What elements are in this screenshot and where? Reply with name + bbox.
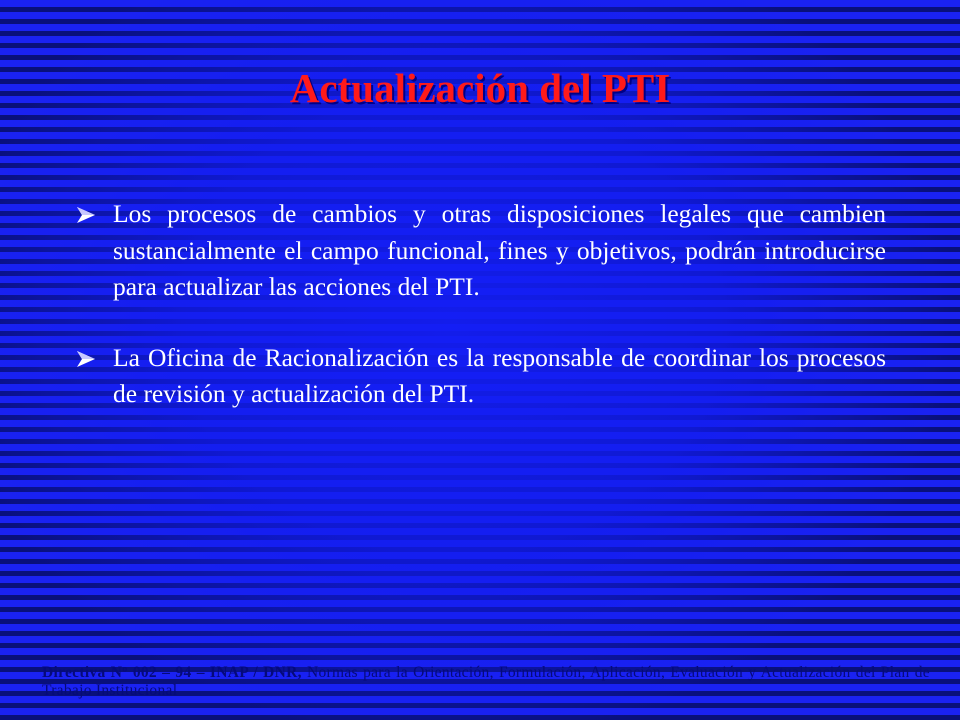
bullet-text: La Oficina de Racionalización es la responsable de coordinar los procesos de revisión y actualización del PTI. — [113, 342, 886, 408]
footer-note — [42, 664, 930, 700]
bullet-list — [76, 196, 886, 447]
slide-title: Actualización del PTI — [289, 65, 671, 111]
arrowhead-bullet-icon — [76, 206, 96, 224]
footer-reference: Directiva Nº 002 – 94 – INAP / DNR, — [42, 664, 302, 681]
bullet-item — [76, 340, 886, 413]
bullet-item — [76, 196, 886, 306]
arrowhead-bullet-icon — [76, 350, 96, 368]
footer-description: Normas para la Orientación, Formulación, Aplicación, Evaluación y Actualización del Plan de Trabajo Institucional — [42, 664, 930, 699]
bullet-text: Los procesos de cambios y otras disposiciones legales que cambien sustancialmente el campo funcional, fines y objetivos, podrán introducirse para actualizar las acciones del PTI. — [113, 199, 886, 301]
